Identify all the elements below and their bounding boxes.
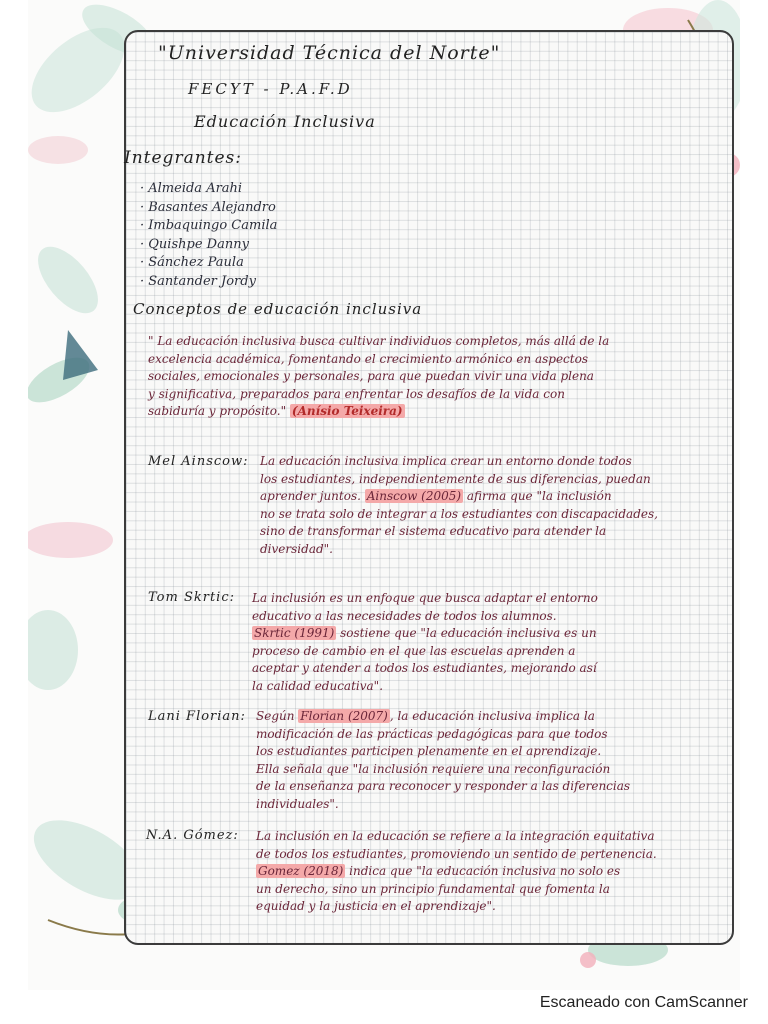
faculty-label: FECYT - P.A.F.D xyxy=(188,80,353,98)
author-text-line: sino de transformar el sistema educativo para atender la xyxy=(260,524,607,538)
author-name-gomez: N.A. Gómez: xyxy=(146,828,239,843)
author-text-line: proceso de cambio en el que las escuelas aprenden a xyxy=(252,643,576,658)
author-name-ainscow: Mel Ainscow: xyxy=(148,454,249,469)
author-text-line: los estudiantes, independientemente de sus diferencias, puedan xyxy=(260,471,651,486)
member-item: · Quishpe Danny xyxy=(140,236,249,252)
author-text-line: la calidad educativa". xyxy=(252,678,384,693)
course-title: Educación Inclusiva xyxy=(194,112,376,131)
author-name-florian: Lani Florian: xyxy=(148,709,246,724)
citation-highlight: Skrtic (1991) xyxy=(254,626,335,640)
author-text-line: educativo a las necesidades de todos los alumnos. xyxy=(252,608,557,623)
author-text-ainscow xyxy=(260,453,658,558)
quote-line: sociales, emocionales y personales, para que puedan vivir una vida plena xyxy=(148,369,594,383)
author-text-line: individuales". xyxy=(256,796,339,811)
author-name-skrtic: Tom Skrtic: xyxy=(148,590,235,605)
author-text-line: equidad y la justicia en el aprendizaje". xyxy=(256,899,496,913)
author-text-line: La inclusión es un enfoque que busca adaptar el entorno xyxy=(252,591,598,605)
member-item: · Santander Jordy xyxy=(140,273,256,289)
camscanner-footer: Escaneado con CamScanner xyxy=(539,994,748,1011)
members-heading: Integrantes: xyxy=(124,148,242,168)
author-text-line: de todos los estudiantes, promoviendo un sentido de pertenencia. xyxy=(256,846,657,861)
citation-highlight: Gomez (2018) xyxy=(258,864,344,878)
quote-line: excelencia académica, fomentando el crecimiento armónico en aspectos xyxy=(148,351,588,366)
quote-author: (Anísio Teixeira) xyxy=(291,404,403,418)
author-text-florian xyxy=(256,708,630,813)
member-item: · Basantes Alejandro xyxy=(140,199,276,215)
author-text-line: Gomez (2018) indica que "la educación inclusiva no solo es xyxy=(258,864,621,878)
concepts-heading: Conceptos de educación inclusiva xyxy=(133,300,423,318)
author-text-skrtic xyxy=(252,590,598,695)
author-text-line: Ella señala que "la inclusión requiere una reconfiguración xyxy=(256,761,611,776)
member-item: · Sánchez Paula xyxy=(140,255,244,270)
quote-line: y significativa, preparados para enfrentar los desafíos de la vida con xyxy=(148,386,565,401)
author-text-line: los estudiantes participen plenamente en el aprendizaje. xyxy=(256,744,602,758)
author-text-line: aceptar y atender a todos los estudiantes, mejorando así xyxy=(252,661,597,675)
author-text-line: La inclusión en la educación se refiere a la integración equitativa xyxy=(256,829,655,843)
author-text-line: modificación de las prácticas pedagógicas para que todos xyxy=(256,726,608,741)
author-text-line: aprender juntos. Ainscow (2005) afirma que "la inclusión xyxy=(260,489,612,503)
author-text-gomez xyxy=(256,828,657,916)
author-text-line: Según Florian (2007) , la educación inclusiva implica la xyxy=(256,709,595,723)
author-text-line: no se trata solo de integrar a los estudiantes con discapacidades, xyxy=(260,506,658,521)
quote-line: " La educación inclusiva busca cultivar individuos completos, más allá de la xyxy=(148,334,610,348)
author-text-line: diversidad". xyxy=(260,541,333,556)
author-text-line: Skrtic (1991) sostiene que "la educación inclusiva es un xyxy=(254,626,597,640)
floral-decoration-left xyxy=(28,220,138,740)
member-item: · Imbaquingo Camila xyxy=(140,218,278,233)
university-title: "Universidad Técnica del Norte" xyxy=(158,42,501,64)
author-text-line: La educación inclusiva implica crear un entorno donde todos xyxy=(260,454,632,468)
quote-last-line: sabiduría y propósito." (Anísio Teixeira) xyxy=(148,404,403,418)
citation-highlight: Florian (2007) xyxy=(300,709,388,723)
author-text-line: de la enseñanza para reconocer y responder a las diferencias xyxy=(256,779,631,793)
quote-block xyxy=(148,333,609,421)
author-text-line: un derecho, sino un principio fundamental que fomenta la xyxy=(256,881,610,896)
member-item: · Almeida Arahi xyxy=(140,181,243,196)
members-list xyxy=(140,180,277,291)
citation-highlight: Ainscow (2005) xyxy=(366,489,462,503)
